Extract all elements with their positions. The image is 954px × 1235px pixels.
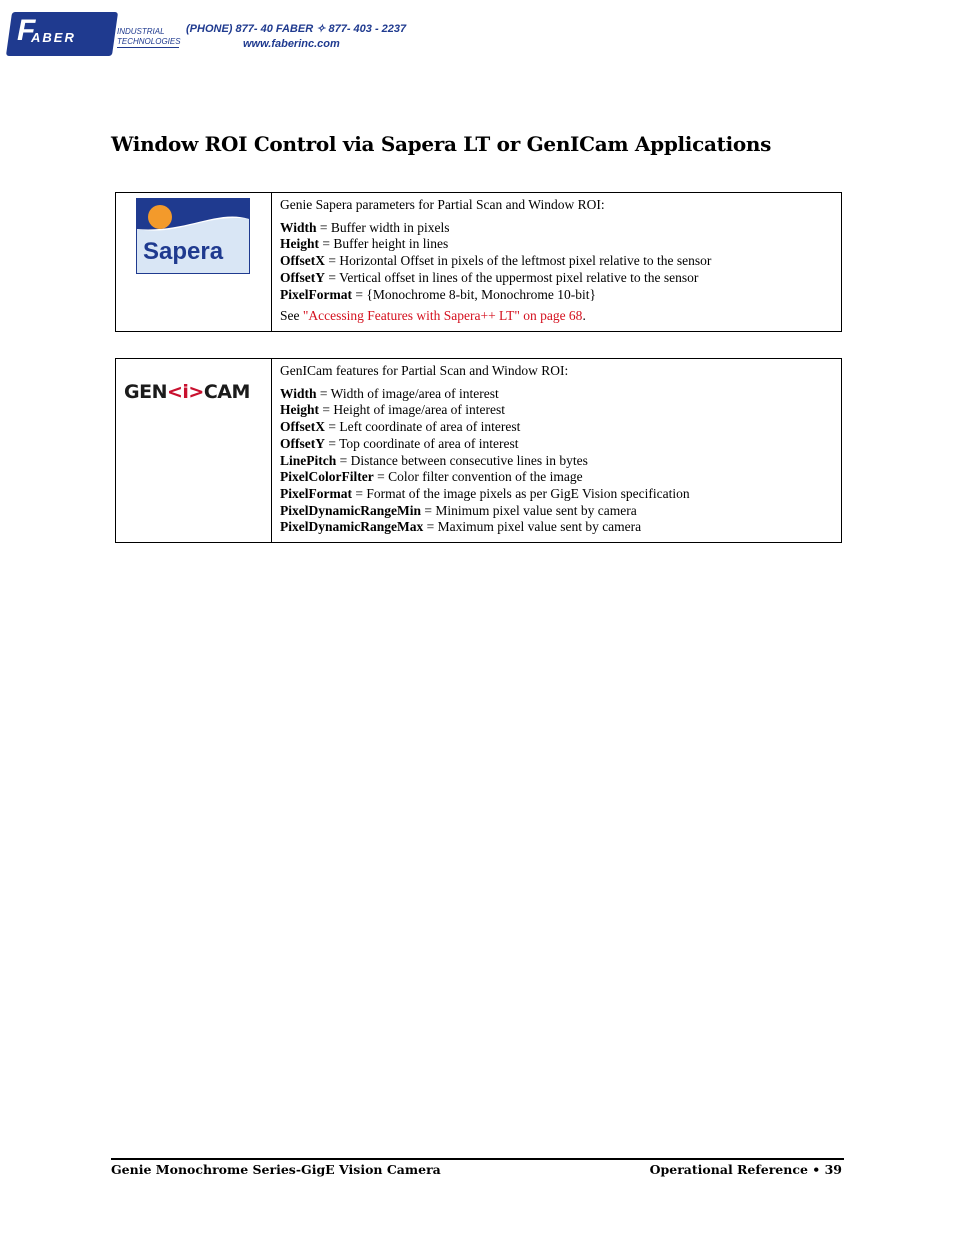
param-name: Height: [280, 236, 319, 252]
param-name: PixelDynamicRangeMax: [280, 519, 424, 535]
param-row: [280, 253, 833, 270]
param-row: [280, 519, 833, 536]
param-description: = Vertical offset in lines of the uppermost pixel relative to the sensor: [324, 269, 699, 285]
param-description: = Buffer width in pixels: [316, 219, 450, 235]
faber-logo: [9, 12, 179, 58]
param-row: [280, 236, 833, 253]
param-description: = {Monochrome 8-bit, Monochrome 10-bit}: [351, 286, 597, 302]
faber-logo-letter: F: [17, 14, 36, 47]
header-website[interactable]: www.faberinc.com: [243, 38, 340, 50]
param-name: OffsetX: [280, 253, 325, 269]
param-row: [280, 386, 833, 403]
param-row: [280, 436, 833, 453]
param-description: = Format of the image pixels as per GigE Vision specification: [351, 485, 690, 501]
param-description: = Top coordinate of area of interest: [324, 435, 519, 451]
param-name: Width: [280, 385, 317, 401]
param-name: LinePitch: [280, 452, 337, 468]
faber-tagline-line2: TECHNOLOGIES: [117, 37, 181, 46]
faber-tagline: [117, 27, 181, 47]
sapera-description-cell: [272, 193, 842, 332]
param-name: PixelColorFilter: [280, 469, 374, 485]
param-description: = Distance between consecutive lines in bytes: [336, 452, 588, 468]
param-row: [280, 419, 833, 436]
param-row: [280, 270, 833, 287]
see-prefix: See: [280, 308, 303, 324]
param-description: = Left coordinate of area of interest: [324, 419, 521, 435]
faber-logo-word: ABER: [31, 30, 76, 45]
param-row: [280, 486, 833, 503]
param-description: = Buffer height in lines: [319, 236, 449, 252]
param-description: = Maximum pixel value sent by camera: [423, 519, 642, 535]
param-row: [280, 287, 833, 304]
param-name: PixelDynamicRangeMin: [280, 502, 421, 518]
sapera-intro: Genie Sapera parameters for Partial Scan and Window ROI:: [280, 197, 605, 212]
param-name: PixelFormat: [280, 286, 352, 302]
param-row: [280, 469, 833, 486]
section-title: Window ROI Control via Sapera LT or GenICam Applications: [111, 132, 772, 156]
sapera-logo: [136, 198, 250, 274]
param-row: [280, 220, 833, 237]
genicam-logo-cell: [116, 359, 272, 543]
faber-tagline-line1: INDUSTRIAL: [117, 27, 165, 36]
sapera-param-list: [280, 220, 833, 304]
param-name: OffsetY: [280, 269, 325, 285]
param-name: Width: [280, 219, 317, 235]
param-description: = Horizontal Offset in pixels of the leftmost pixel relative to the sensor: [324, 253, 712, 269]
param-row: [280, 402, 833, 419]
footer-document-title: Genie Monochrome Series-GigE Vision Camera: [111, 1162, 441, 1177]
genicam-description-cell: [272, 359, 842, 543]
param-row: [280, 503, 833, 520]
sapera-sun-icon: [148, 205, 172, 229]
param-description: = Width of image/area of interest: [316, 385, 499, 401]
param-description: = Color filter convention of the image: [373, 469, 583, 485]
footer-page-reference: Operational Reference • 39: [649, 1162, 842, 1177]
footer-rule: [111, 1158, 844, 1160]
faber-tagline-rule: [117, 47, 179, 48]
param-name: PixelFormat: [280, 485, 352, 501]
genicam-logo-mid: <i>: [166, 381, 204, 403]
genicam-features-table: [115, 358, 842, 543]
see-suffix: .: [582, 308, 586, 324]
genicam-logo: [124, 381, 271, 403]
param-description: = Height of image/area of interest: [319, 402, 506, 418]
genicam-logo-left: GEN: [124, 381, 167, 403]
sapera-logo-text: Sapera: [143, 238, 224, 265]
genicam-param-list: [280, 386, 833, 536]
genicam-logo-right: CAM: [203, 381, 250, 403]
param-name: Height: [280, 402, 319, 418]
param-row: [280, 453, 833, 470]
sapera-parameters-table: [115, 192, 842, 332]
param-name: OffsetY: [280, 435, 325, 451]
sapera-see-also: [280, 308, 833, 325]
header-phone: (PHONE) 877- 40 FABER ✧ 877- 403 - 2237: [186, 23, 407, 35]
genicam-intro: GenICam features for Partial Scan and Window ROI:: [280, 363, 569, 378]
sapera-logo-cell: [116, 193, 272, 332]
param-description: = Minimum pixel value sent by camera: [421, 502, 637, 518]
sapera-reference-link[interactable]: "Accessing Features with Sapera++ LT" on page 68: [302, 308, 583, 324]
param-name: OffsetX: [280, 419, 325, 435]
